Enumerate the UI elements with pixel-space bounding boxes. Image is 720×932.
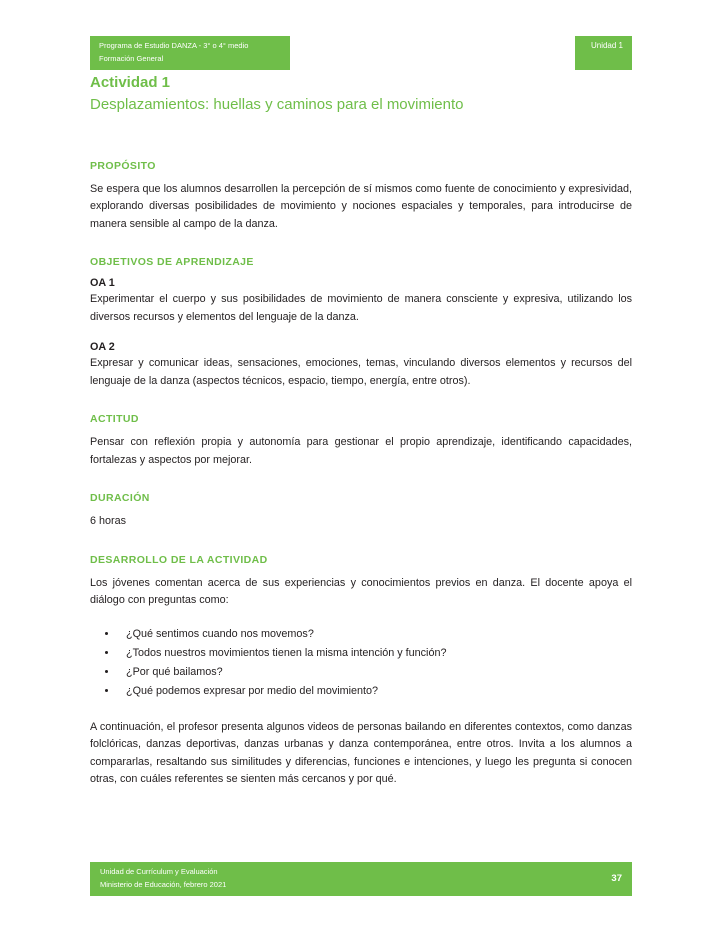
oa1-label: OA 1 (90, 277, 115, 290)
program-banner (90, 36, 290, 70)
question-item: • ¿Qué podemos expresar por medio del movimiento? (118, 682, 632, 701)
section-heading-duracion: DURACIÓN (90, 492, 150, 505)
document-content (90, 74, 632, 789)
proposito-text: Se espera que los alumnos desarrollen la percepción de sí mismos como fuente de conocimiento y expresividad, explorando diversas posibilidades de movimiento y nociones espaciales y temporales, para introducirse de manera sensible al campo de la danza. (90, 183, 632, 230)
question-item: • ¿Todos nuestros movimientos tienen la misma intención y función? (118, 644, 632, 663)
activity-title: Actividad 1 (90, 74, 171, 91)
section-heading-desarrollo: DESARROLLO DE LA ACTIVIDAD (90, 553, 268, 566)
question-list (90, 625, 632, 702)
oa2-label: OA 2 (90, 341, 115, 354)
page-header (90, 36, 632, 70)
oa2-text: Expresar y comunicar ideas, sensaciones, emociones, temas, vinculando diversos elementos y recursos del lenguaje de la danza (aspectos técnicos, espacio, tiempo, energía, entre otros). (90, 357, 632, 387)
duracion-text: 6 horas (90, 515, 127, 528)
footer-credits (100, 866, 226, 892)
footer-line2: Ministerio de Educación, febrero 2021 (100, 879, 227, 889)
desarrollo-intro: Los jóvenes comentan acerca de sus experiencias y conocimientos previos en danza. El docente apoya el diálogo con preguntas como: (90, 576, 632, 607)
desarrollo-closing: A continuación, el profesor presenta algunos videos de personas bailando en diferentes contextos, como danzas folclóricas, danzas deportivas, danzas urbanas y danza contemporánea, entre otros. Invita a los alumnos a compararlas, resaltando sus similitudes y diferencias, funciones e intenciones, y luego les pregunta si conocen otras, con cuáles referentes se sienten más cercanos y por qué. (90, 720, 632, 786)
activity-subtitle: Desplazamientos: huellas y caminos para el movimiento (90, 96, 464, 113)
unit-badge: Unidad 1 (575, 36, 632, 70)
question-item: • ¿Qué sentimos cuando nos movemos? (118, 625, 632, 644)
page-number: 37 (611, 873, 622, 885)
program-banner-line2: Formación General (99, 53, 164, 63)
page-footer (90, 862, 632, 896)
actitud-text: Pensar con reflexión propia y autonomía para gestionar el propio aprendizaje, identificando capacidades, fortalezas y aspectos por mejorar. (90, 436, 632, 466)
oa1-text: Experimentar el cuerpo y sus posibilidades de movimiento de manera consciente y expresiva, utilizando los diversos recursos y elementos del lenguaje de la danza. (90, 293, 632, 323)
section-heading-proposito: PROPÓSITO (90, 160, 156, 172)
program-banner-line1: Programa de Estudio DANZA - 3° o 4° medio (99, 41, 249, 50)
question-item: • ¿Por qué bailamos? (118, 663, 632, 682)
footer-line1: Unidad de Currículum y Evaluación (100, 867, 218, 876)
section-heading-objetivos: OBJETIVOS DE APRENDIZAJE (90, 256, 254, 269)
section-heading-actitud: ACTITUD (90, 413, 139, 426)
